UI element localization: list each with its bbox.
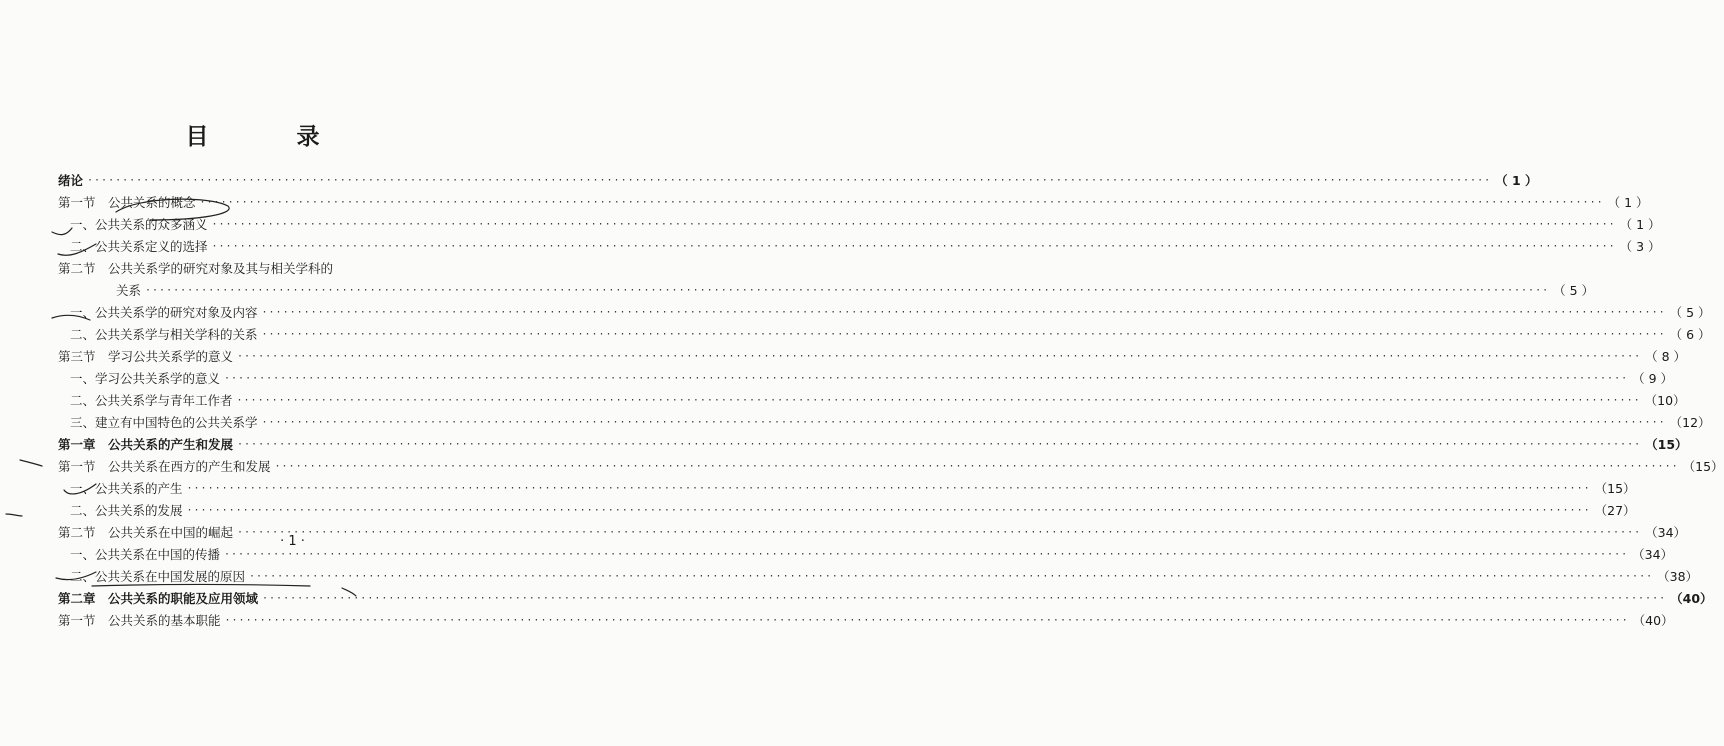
leader-dots: ········································································································································································································ [224, 615, 1629, 626]
toc-entry-label: 一、公共关系的产生 [70, 481, 183, 496]
toc-entry-label: 二、公共关系定义的选择 [70, 239, 208, 254]
stray-stroke [6, 514, 22, 516]
leader-dots: ········································································································································································································ [237, 527, 1642, 538]
toc-entry-label: 第一节 公共关系的基本职能 [58, 613, 221, 628]
toc-entry [58, 236, 1661, 258]
toc-entry-label: 第三节 学习公共关系学的意义 [58, 349, 234, 364]
toc-entry-page: （ 5 ） [1553, 283, 1595, 298]
leader-dots: ········································································································································································································ [236, 395, 1641, 406]
toc-entry [58, 390, 1686, 412]
leader-dots: ········································································································································································································ [274, 461, 1679, 472]
toc-entry-label: 三、建立有中国特色的公共关系学 [70, 415, 258, 430]
toc-entry-page: （ 9 ） [1632, 371, 1674, 386]
toc-entry-page: （ 1 ） [1607, 195, 1649, 210]
leader-dots: ········································································································································································································ [145, 285, 1550, 296]
toc-entry [58, 302, 1711, 324]
toc-entry [58, 566, 1699, 588]
leader-dots: ········································································································································································································ [237, 351, 1642, 362]
toc-entry-page: （ 1 ） [1495, 173, 1538, 188]
toc-entry-page: （40） [1632, 613, 1674, 628]
toc-entry-page: （10） [1644, 393, 1686, 408]
toc-entry-label: 第二节 公共关系学的研究对象及其与相关学科的 [58, 261, 334, 276]
toc-entry [58, 610, 1674, 632]
toc-entry-page: （ 6 ） [1669, 327, 1711, 342]
toc-entry-label: 绪论 [58, 173, 84, 188]
stray-stroke [20, 460, 42, 466]
toc-entry-page: （34） [1632, 547, 1674, 562]
toc-entry [58, 324, 1711, 346]
leader-dots: ········································································································································································································ [237, 439, 1642, 450]
toc-entry-page: （15） [1594, 481, 1636, 496]
toc-entry-label: 第一节 公共关系的概念 [58, 195, 196, 210]
toc-entry-page: （ 8 ） [1645, 349, 1687, 364]
leader-dots: ········································································································································································································ [199, 197, 1604, 208]
page-title: 目 录 [185, 124, 360, 150]
toc-entry-label: 第一节 公共关系在西方的产生和发展 [58, 459, 271, 474]
toc-entry [58, 500, 1636, 522]
toc-entry-label: 二、公共关系在中国发展的原因 [70, 569, 246, 584]
toc-entry-page: （34） [1645, 525, 1687, 540]
leader-dots: ········································································································································································································ [262, 593, 1667, 604]
toc-entry [58, 192, 1649, 214]
toc-entry-label: 一、公共关系的众多涵义 [70, 217, 208, 232]
toc-entry-page: （38） [1657, 569, 1699, 584]
toc-entry [58, 368, 1674, 390]
toc-entry-label: 第二章 公共关系的职能及应用领域 [58, 591, 259, 606]
leader-dots: ········································································································································································································ [186, 483, 1591, 494]
toc-entry [58, 478, 1636, 500]
toc-entry-page: （12） [1669, 415, 1711, 430]
toc-entry [58, 456, 1724, 478]
toc-entry-page: （ 3 ） [1619, 239, 1661, 254]
toc-entry [58, 214, 1661, 236]
toc-entry-page: （15） [1645, 437, 1688, 452]
toc-entry [58, 588, 1713, 610]
toc-entry [58, 434, 1688, 456]
toc-entry-page: （40） [1670, 591, 1713, 606]
leader-dots: ········································································································································································································ [186, 505, 1591, 516]
toc-entry-label: 二、公共关系的发展 [70, 503, 183, 518]
table-of-contents [58, 170, 1724, 632]
toc-entry-label: 二、公共关系学与相关学科的关系 [70, 327, 258, 342]
toc-entry [58, 258, 410, 280]
toc-entry-page: （ 5 ） [1669, 305, 1711, 320]
toc-entry-label: 一、学习公共关系学的意义 [70, 371, 221, 386]
toc-entry-page: （15） [1682, 459, 1724, 474]
toc-entry-label: 二、公共关系学与青年工作者 [70, 393, 233, 408]
leader-dots: ········································································································································································································ [224, 373, 1629, 384]
toc-entry-label: 第二节 公共关系在中国的崛起 [58, 525, 234, 540]
leader-dots: ········································································································································································································ [261, 417, 1666, 428]
page-number: · 1 · [280, 534, 305, 549]
leader-dots: ········································································································································································································ [249, 571, 1654, 582]
leader-dots: ········································································································································································································ [211, 241, 1616, 252]
toc-entry-page: （27） [1594, 503, 1636, 518]
toc-entry-label: 一、公共关系在中国的传播 [70, 547, 221, 562]
leader-dots: ········································································································································································································ [224, 549, 1629, 560]
leader-dots: ········································································································································································································ [261, 307, 1666, 318]
toc-entry [58, 412, 1711, 434]
toc-entry-label: 第一章 公共关系的产生和发展 [58, 437, 234, 452]
leader-dots: ········································································································································································································ [211, 219, 1616, 230]
toc-entry [58, 170, 1538, 192]
leader-dots: ········································································································································································································ [87, 175, 1492, 186]
leader-dots: ········································································································································································································ [261, 329, 1666, 340]
toc-entry [58, 280, 1595, 302]
toc-entry-label: 关系 [116, 283, 142, 298]
toc-entry [58, 346, 1687, 368]
toc-entry-page: （ 1 ） [1619, 217, 1661, 232]
toc-entry-label: 一、公共关系学的研究对象及内容 [70, 305, 258, 320]
